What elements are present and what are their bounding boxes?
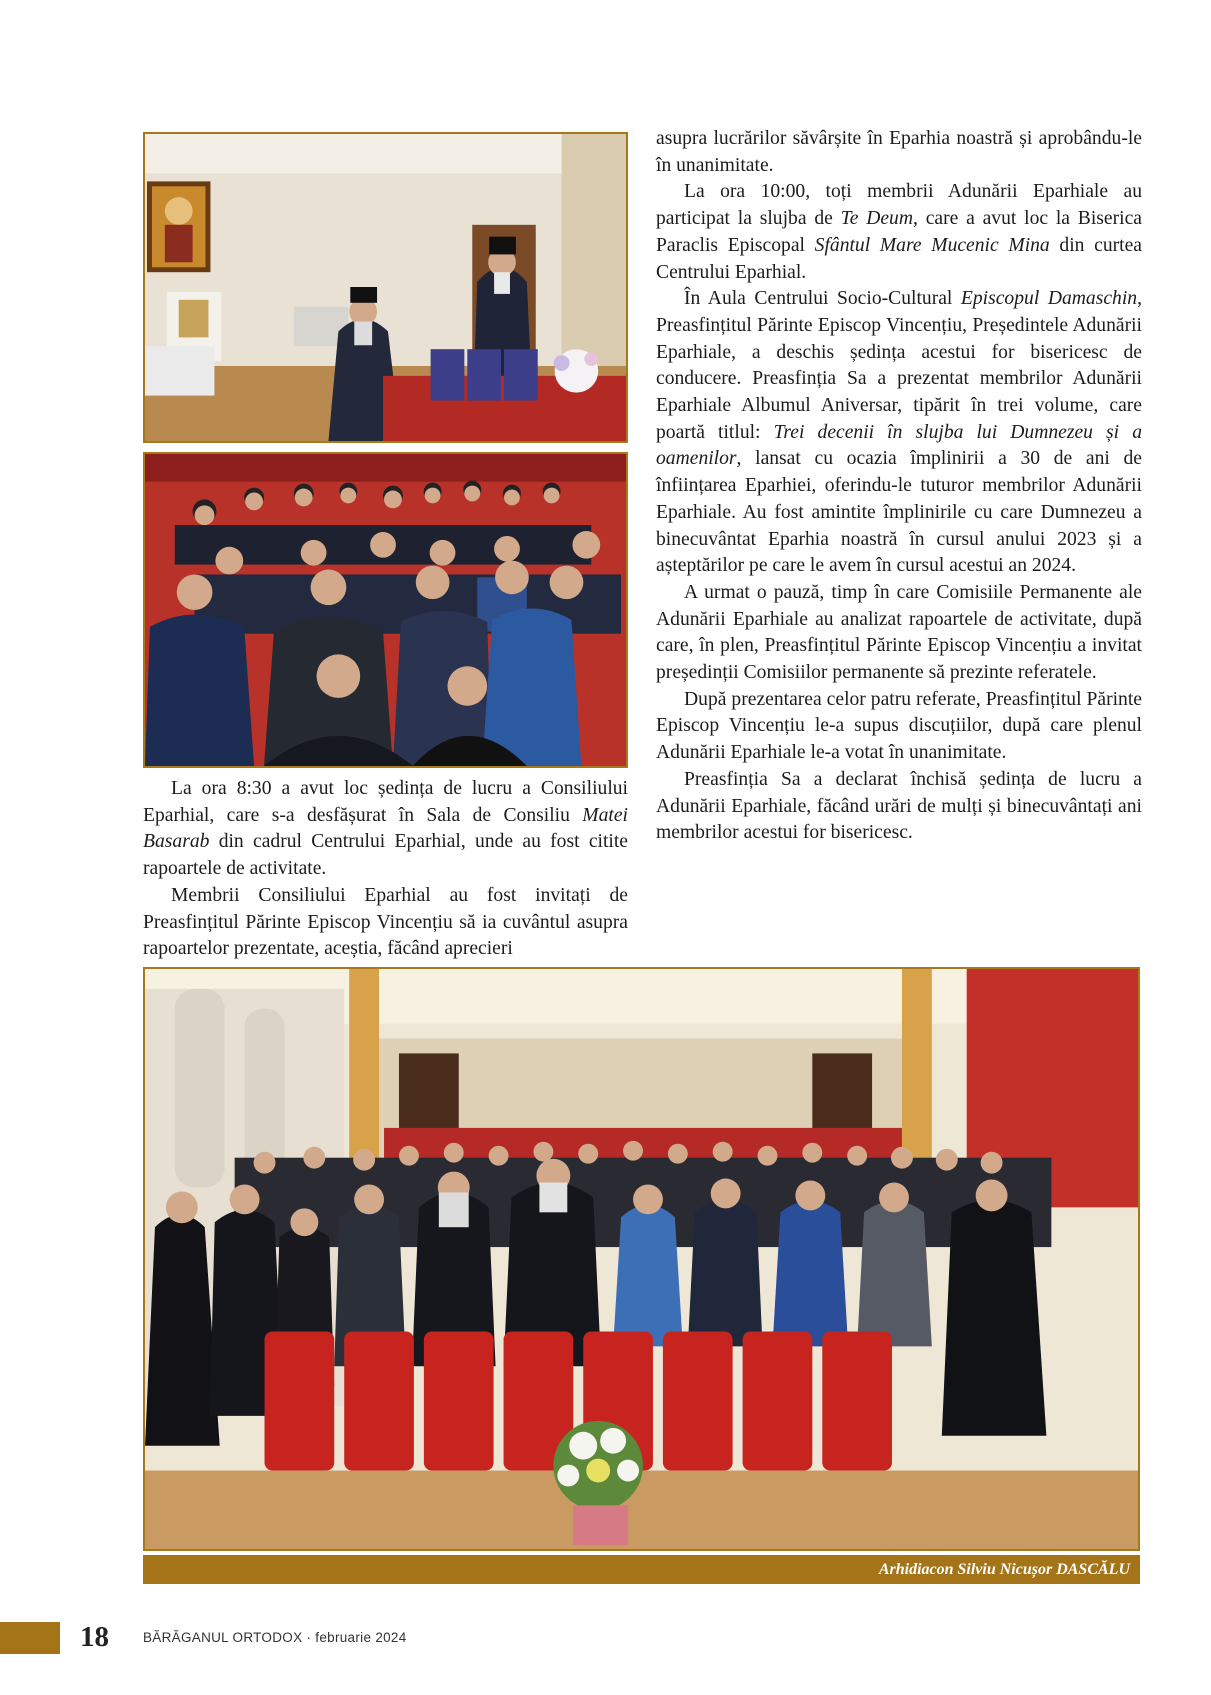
magazine-title: BĂRĂGANUL ORTODOX · februarie 2024 — [143, 1630, 407, 1645]
paragraph: asupra lucrărilor săvârșite în Eparhia noastră și aprobându-le în unanimitate. — [656, 128, 1142, 176]
author-credit: Arhidiacon Silviu Nicușor DASCĂLU — [143, 1555, 1140, 1584]
photo-group — [143, 967, 1140, 1551]
paragraph: A urmat o pauză, timp în care Comisiile Permanente ale Adunării Eparhiale au analizat rapoartele de activitate, după care, în plen, Preasfințitul Părinte Episcop Vincențiu a invitat președinții Comisiilor permanente să prezinte referatele. — [656, 581, 1142, 684]
paragraph: În Aula Centrului Socio-Cultural Episcopul Damaschin, Preasfințitul Părinte Episcop Vincențiu, Președintele Adunării Eparhiale, a deschis ședința acestui for bisericesc de conducere. Preasfinția Sa a prezentat membrilor Adunării Eparhiale Albumul Aniversar, tipărit în trei volume, care poartă titlul: Trei decenii în slujba lui Dumnezeu și a oamenilor, lansat cu ocazia împlinirii a 30 de ani de înființarea Eparhiei, oferindu-le tuturor membrilor Adunării Eparhiale. Au fost amintite împlinirile cu care Dumnezeu a binecuvântat Eparhia noastră în cursul anului 2023 și a așteptărilor pe care le avem în cursul acestui an 2024. — [656, 288, 1142, 577]
footer-accent-bar — [0, 1622, 60, 1654]
photo-audience — [143, 452, 628, 768]
photo-council-room — [143, 132, 628, 443]
paragraph: La ora 8:30 a avut loc ședința de lucru a Consiliului Eparhial, care s-a desfășurat în Sala de Consiliu Matei Basarab din cadrul Centrului Eparhial, unde au fost citite rapoartele de activitate. — [143, 778, 628, 880]
paragraph: Membrii Consiliului Eparhial au fost invitați de Preasfințitul Părinte Episcop Vincențiu să ia cuvântul asupra rapoartelor prezentate, aceștia, făcând aprecieri — [143, 884, 628, 960]
page-number: 18 — [80, 1621, 109, 1653]
paragraph: După prezentarea celor patru referate, Preasfințitul Părinte Episcop Vincențiu le-a supus discuțiilor, după care plenul Adunării Eparhiale le-a votat în unanimitate. — [656, 688, 1142, 764]
article-right-column — [656, 126, 1142, 847]
paragraph: La ora 10:00, toți membrii Adunării Eparhiale au participat la slujba de Te Deum, care a avut loc la Biserica Paraclis Episcopal Sfântul Mare Mucenic Mina din curtea Centrului Eparhial. — [656, 181, 1142, 283]
paragraph: Preasfinția Sa a declarat închisă ședința de lucru a Adunării Eparhiale, făcând urări de mulți și binecuvântați ani membrilor acestui for bisericesc. — [656, 768, 1142, 844]
article-left-column — [143, 776, 628, 963]
